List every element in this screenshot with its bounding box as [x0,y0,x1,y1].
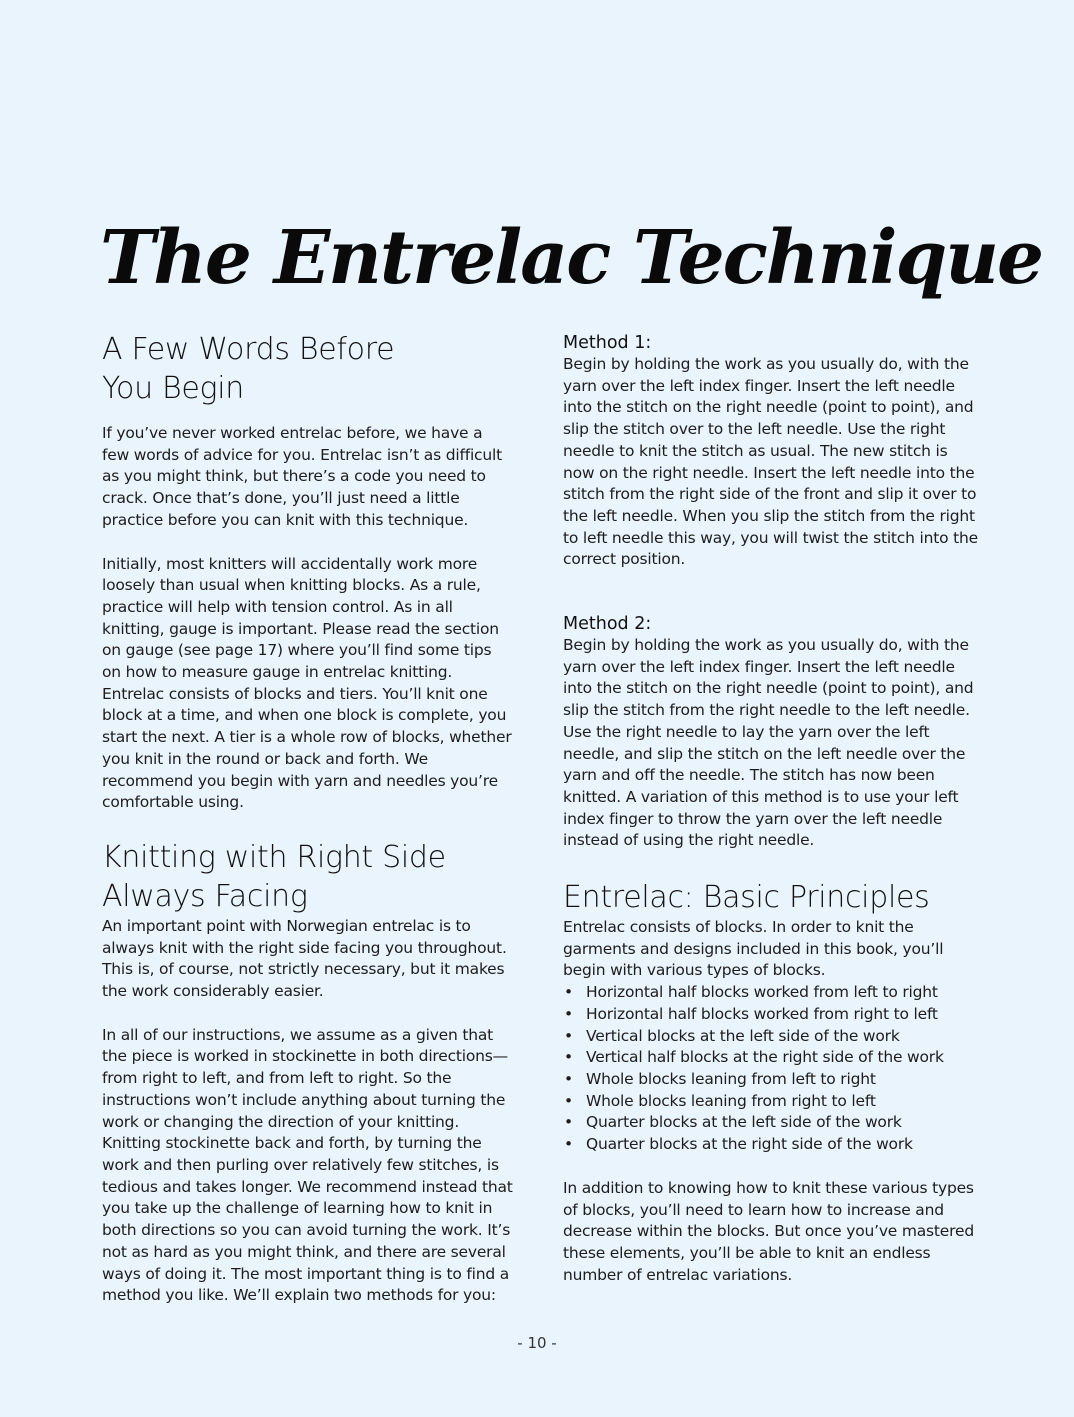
heading-line: Knitting with Right Side [102,839,446,875]
facing-paragraph-1: An important point with Norwegian entrelac is to always knit with the right side facing you throughout. This is, of course, not strictly necessary, but it makes the work considerably easier. [102,916,507,1001]
list-item-text: Vertical blocks at the left side of the work [586,1026,900,1045]
bullet-icon: • [564,1135,573,1154]
bullet-icon: • [564,1113,573,1132]
bullet-icon: • [564,1091,573,1110]
heading-line: A Few Words Before [102,332,395,367]
heading-line: Always Facing [102,878,308,914]
section-heading-basic-principles: Entrelac: Basic Principles [563,880,930,916]
list-item [563,1112,978,1134]
method-1-text: Begin by holding the work as you usually do, with the yarn over the left index finger. Insert the left needle into the stitch on the right needle (point to point), and slip the stitch over to the left needle. Use the right needle to knit the stitch as usual. The new stitch is now on the right needle. Insert the left needle into the stitch from the right side of the front and slip it over to the left needle. When you slip the stitch from the right to left needle this way, you will twist the stitch into the correct position. [563,355,978,569]
section-heading-before-you-begin [102,330,514,408]
right-column [563,330,978,1286]
block-types-list [563,982,978,1156]
left-column [102,330,514,1307]
list-item-text: Horizontal half blocks worked from left to right [586,983,938,1002]
method-2-heading: Method 2: [563,614,652,635]
bullet-icon: • [564,1004,573,1023]
facing-paragraph-2: In all of our instructions, we assume as a given that the piece is worked in stockinette in both directions—from right to left, and from left to right. So the instructions won’t include anything about turning the work or changing the direction of your knitting. Knitting stockinette back and forth, by turning the work and then purling over relatively few stitches, is tedious and takes longer. We recommend instead that you take up the challenge of learning how to knit in both directions so you can avoid turning the work. It’s not as hard as you might think, and there are several ways of doing it. The most important thing is to find a method you like. We’ll explain two methods for you: [102,1025,513,1305]
method-2-text: Begin by holding the work as you usually do, with the yarn over the left index finger. Insert the left needle into the stitch on the right needle (point to point), and slip the stitch from the right needle to the left needle. Use the right needle to lay the yarn over the left needle, and slip the stitch on the left needle over the yarn and off the needle. The stitch has now been knitted. A variation of this method is to use your left index finger to throw the yarn over the left needle instead of using the right needle. [563,636,974,850]
principles-paragraph-2: In addition to knowing how to knit these various types of blocks, you’ll need to learn how to increase and decrease within the blocks. But once you’ve mastered these elements, you’ll be able to knit an endless number of entrelac variations. [563,1178,974,1284]
method-1-heading: Method 1: [563,333,652,353]
bullet-icon: • [564,1069,573,1088]
principles-paragraph-1: Entrelac consists of blocks. In order to knit the garments and designs included in this book, you’ll begin with various types of blocks. [563,918,944,980]
bullet-icon: • [564,983,573,1002]
list-item-text: Whole blocks leaning from right to left [586,1091,876,1110]
bullet-icon: • [564,1048,573,1067]
list-item [563,1004,978,1026]
list-item [563,1026,978,1048]
list-item-text: Vertical half blocks at the right side of the work [586,1048,944,1067]
list-item [563,1134,978,1156]
list-item-text: Quarter blocks at the left side of the work [586,1113,902,1132]
list-item [563,982,978,1004]
list-item-text: Quarter blocks at the right side of the work [586,1135,913,1154]
list-item-text: Horizontal half blocks worked from right to left [586,1004,938,1023]
list-item [563,1047,978,1069]
page-number: - 10 - [517,1334,557,1352]
bullet-icon: • [564,1026,573,1045]
page-title: The Entrelac Technique [100,215,1043,301]
list-item [563,1091,978,1113]
heading-line: You Begin [102,371,244,406]
list-item-text: Whole blocks leaning from left to right [586,1069,876,1088]
list-item [563,1069,978,1091]
intro-paragraph-1: If you’ve never worked entrelac before, we have a few words of advice for you. Entrelac isn’t as difficult as you might think, but there’s a code you need to crack. Once that’s done, you’ll just need a little practice before you can knit with this technique. [102,424,502,529]
intro-paragraph-2: Initially, most knitters will accidentally work more loosely than usual when knitting blocks. As a rule, practice will help with tension control. As in all knitting, gauge is important. Please read the section on gauge (see page 17) where you’ll find some tips on how to measure gauge in entrelac knitting. Entrelac consists of blocks and tiers. You’ll knit one block at a time, and when one block is complete, you start the next. A tier is a whole row of blocks, whether you knit in the round or back and forth. We recommend you begin with yarn and needles you’re comfortable using. [102,554,512,812]
section-heading-right-side-facing [102,838,514,916]
